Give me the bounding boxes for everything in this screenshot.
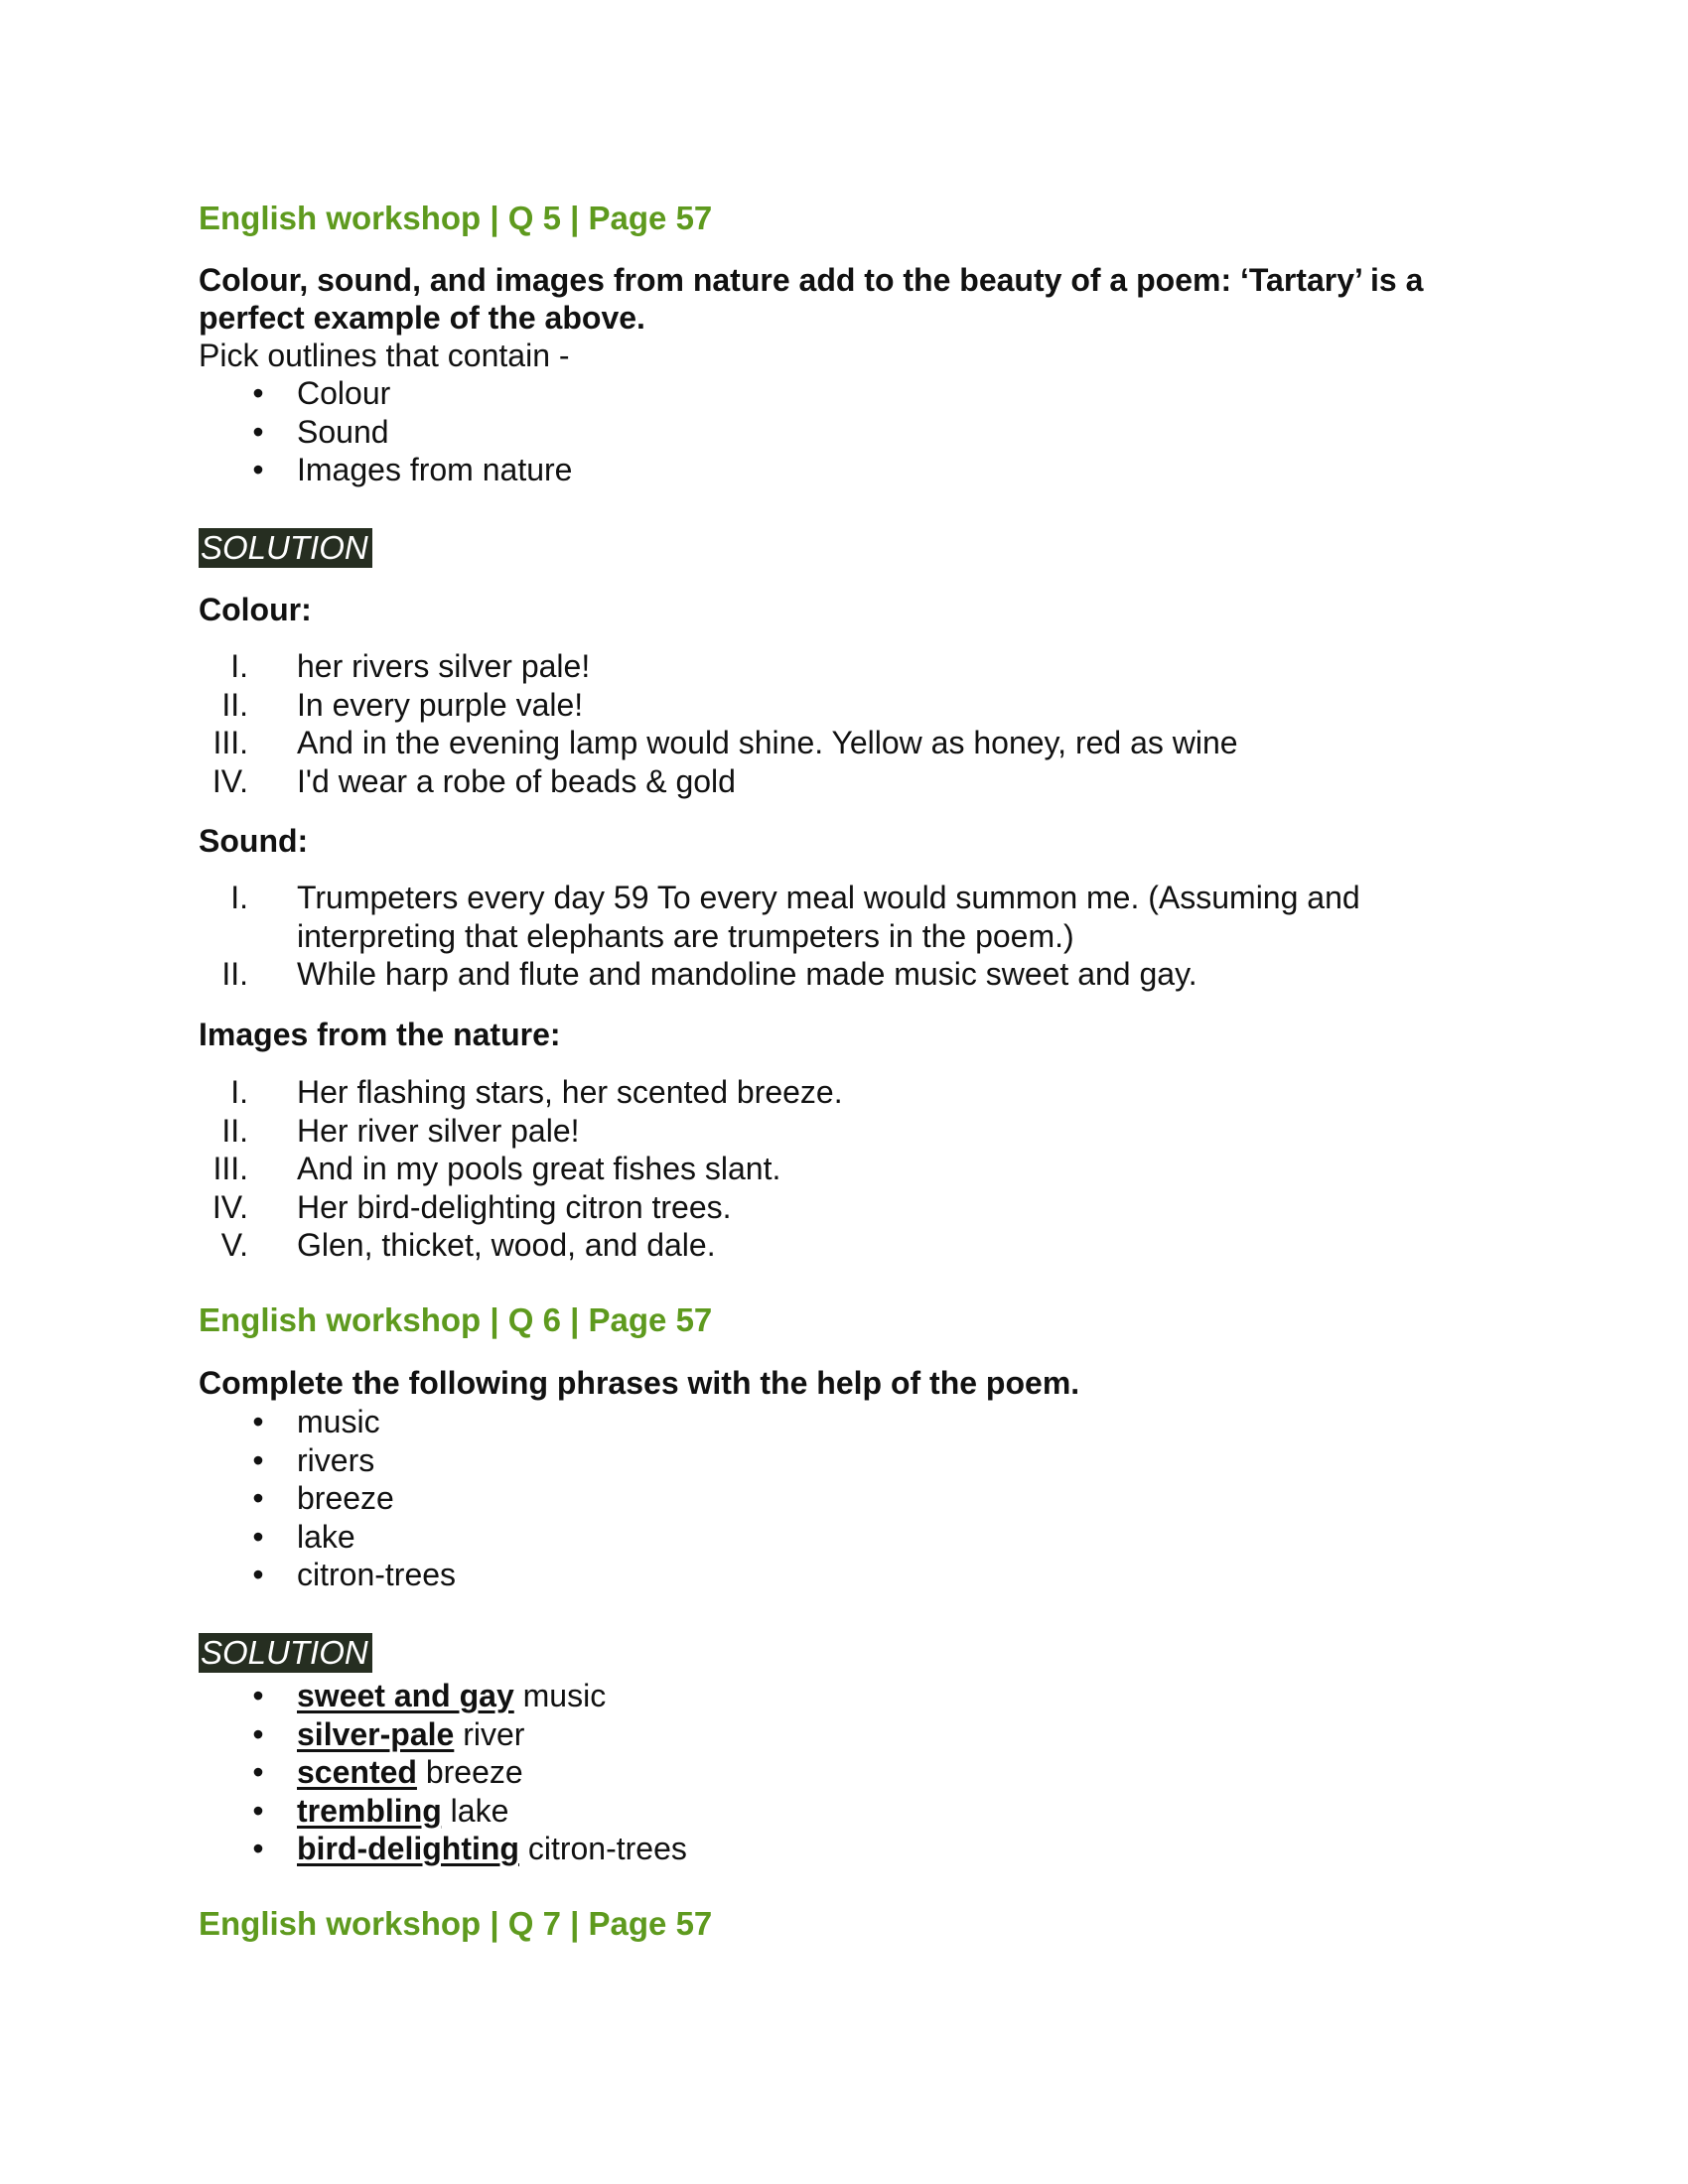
bullet-icon: • [252,1715,264,1752]
list-item: • Colour [199,374,572,413]
q6-question: Complete the following phrases with the help of the poem. [199,1365,1080,1401]
solution-badge: SOLUTION [199,528,372,568]
list-item: • citron-trees [199,1556,456,1594]
list-item: • trembling lake [199,1792,687,1831]
answer-text: scented [297,1754,417,1790]
list-item: • rivers [199,1441,456,1480]
list-item: • silver-pale river [199,1715,687,1754]
bullet-icon: • [252,1754,264,1790]
q5-instruction: Pick outlines that contain - [199,338,570,373]
bullet-icon: • [252,452,264,487]
answer-text: sweet and gay [297,1678,514,1713]
list-item: I. Trumpeters every day 59 To every meal would summon me. (Assuming and interpreting that elephants are trumpeters in the poem.) [230,880,1360,954]
list-item: I. her rivers silver pale! [230,648,591,684]
list-item: IV. Her bird-delighting citron trees. [211,1188,732,1225]
sound-list [199,879,1440,994]
list-item: II. Her river silver pale! [221,1112,580,1149]
list-item: IV. I'd wear a robe of beads & gold [211,762,736,799]
list-item: II. In every purple vale! [221,686,584,723]
nature-list [199,1073,1489,1265]
bullet-icon: • [252,1792,264,1829]
list-item: • Sound [199,413,572,452]
answer-text: silver-pale [297,1715,455,1752]
bullet-icon: • [252,1678,264,1713]
bullet-icon: • [252,1441,264,1478]
list-item: III. And in my pools great fishes slant. [212,1151,781,1186]
list-item: • Images from nature [199,451,572,489]
q5-question: Colour, sound, and images from nature add to the beauty of a poem: ‘Tartary’ is a perfect example of the above. [199,262,1424,336]
answer-text: trembling [297,1792,442,1829]
list-item: • sweet and gay music [199,1677,687,1715]
list-item: III. And in the evening lamp would shine. Yellow as honey, red as wine [212,725,1238,760]
answer-text: bird-delighting [297,1831,519,1866]
list-item: • music [199,1403,456,1441]
bullet-icon: • [252,1831,264,1866]
q7-heading: English workshop | Q 7 | Page 57 [199,1905,713,1942]
q6-phrases-list [199,1403,456,1594]
bullet-icon: • [252,1480,264,1516]
bullet-icon: • [252,1404,264,1439]
bullet-icon: • [252,1518,264,1555]
list-item: • lake [199,1518,456,1557]
bullet-icon: • [252,375,264,411]
nature-title: Images from the nature: [199,1017,561,1052]
q6-answers-list [199,1677,687,1868]
list-item: • scented breeze [199,1753,687,1792]
q5-options-list [199,374,572,489]
colour-list [199,647,1489,800]
q6-heading: English workshop | Q 6 | Page 57 [199,1301,713,1338]
sound-title: Sound: [199,823,309,859]
list-item: • bird-delighting citron-trees [199,1830,687,1868]
bullet-icon: • [252,1557,264,1592]
bullet-icon: • [252,413,264,450]
q5-heading: English workshop | Q 5 | Page 57 [199,200,713,236]
list-item: V. Glen, thicket, wood, and dale. [220,1227,716,1263]
solution-badge: SOLUTION [199,1633,372,1673]
colour-title: Colour: [199,592,312,627]
list-item: I. Her flashing stars, her scented breeze. [230,1074,843,1110]
list-item: II. While harp and flute and mandoline made music sweet and gay. [221,956,1197,992]
list-item: • breeze [199,1479,456,1518]
